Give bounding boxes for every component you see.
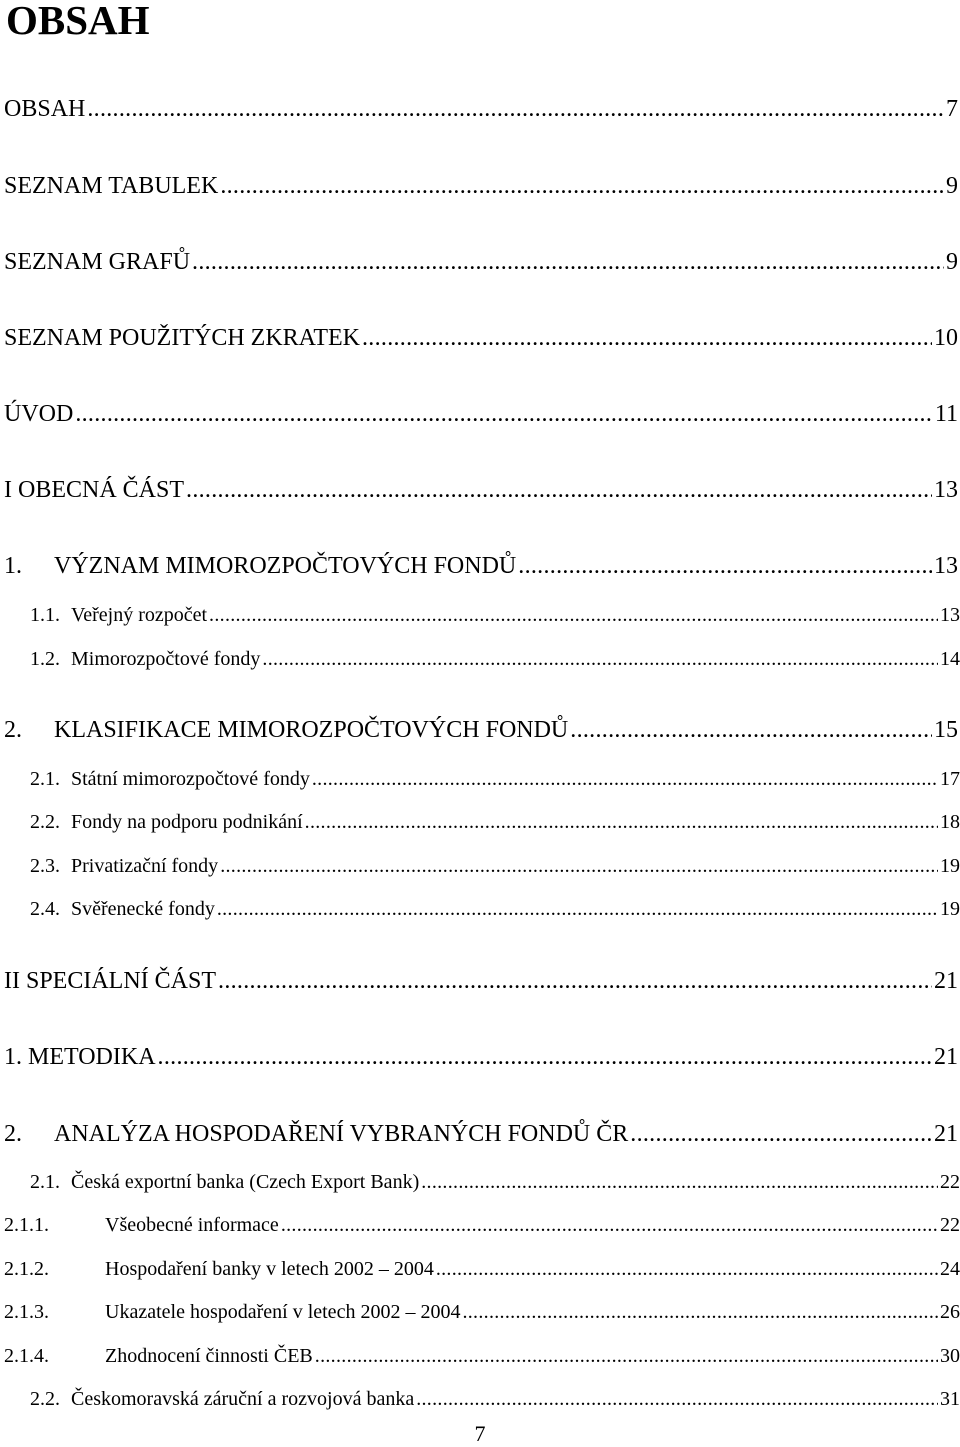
toc-dot-leader [315, 1345, 938, 1368]
toc-entry-title: Zhodnocení činnosti ČEB [105, 1345, 313, 1367]
toc-entry-number: 2. [4, 717, 22, 743]
toc-entry-obecna-cast[interactable] [4, 477, 958, 504]
toc-entry-page: 30 [940, 1345, 960, 1367]
toc-entry-page: 24 [940, 1258, 960, 1280]
toc-entry-section-2-1-ceb[interactable] [30, 1171, 960, 1194]
toc-dot-leader [281, 1214, 938, 1237]
toc-entry-section-1-1[interactable] [30, 604, 960, 627]
toc-entry-title: ÚVOD [4, 401, 74, 427]
toc-entry-title: Svěřenecké fondy [71, 898, 215, 920]
toc-entry-title: Hospodaření banky v letech 2002 – 2004 [105, 1258, 434, 1280]
toc-entry-specialni-cast[interactable] [4, 968, 958, 995]
toc-entry-chapter-2[interactable] [4, 717, 958, 744]
toc-entry-title: KLASIFIKACE MIMOROZPOČTOVÝCH FONDŮ [54, 717, 569, 743]
toc-dot-leader [462, 1301, 938, 1324]
toc-entry-section-2-1-3[interactable] [4, 1301, 960, 1324]
toc-entry-title: I OBECNÁ ČÁST [4, 477, 185, 503]
toc-entry-page: 17 [940, 768, 960, 790]
toc-entry-title: Privatizační fondy [71, 855, 219, 877]
toc-entry-section-2-1-1[interactable] [4, 1214, 960, 1237]
toc-entry-page: 22 [940, 1214, 960, 1236]
toc-entry-title: SEZNAM GRAFŮ [4, 249, 191, 275]
toc-dot-leader [570, 717, 932, 744]
toc-entry-title: II SPECIÁLNÍ ČÁST [4, 968, 217, 994]
toc-dot-leader [362, 325, 932, 352]
toc-entry-page: 21 [934, 1044, 958, 1070]
toc-entry-number: 1.1. [30, 604, 60, 626]
toc-entry-number: 2.3. [30, 855, 60, 877]
toc-dot-leader [209, 604, 938, 627]
toc-dot-leader [220, 855, 938, 878]
toc-entry-section-2-2[interactable] [30, 811, 960, 834]
toc-entry-number: 2.1.3. [4, 1301, 49, 1323]
toc-entry-number: 1.2. [30, 648, 60, 670]
toc-entry-page: 9 [946, 173, 958, 199]
toc-dot-leader [192, 249, 944, 276]
toc-dot-leader [75, 401, 933, 428]
toc-entry-chapter-1[interactable] [4, 553, 958, 580]
toc-dot-leader [262, 648, 938, 671]
toc-dot-leader [312, 768, 938, 791]
toc-dot-leader [436, 1258, 938, 1281]
toc-entry-title: Česká exportní banka (Czech Export Bank) [71, 1171, 420, 1193]
toc-entry-page: 7 [946, 96, 958, 122]
toc-entry-title: SEZNAM POUŽITÝCH ZKRATEK [4, 325, 360, 351]
toc-entry-section-2-3[interactable] [30, 855, 960, 878]
toc-dot-leader [518, 553, 932, 580]
toc-entry-analyza[interactable] [4, 1121, 958, 1148]
toc-entry-title: Mimorozpočtové fondy [71, 648, 261, 670]
toc-entry-page: 26 [940, 1301, 960, 1323]
toc-entry-page: 18 [940, 811, 960, 833]
toc-entry-metodika[interactable] [4, 1044, 958, 1071]
toc-entry-page: 13 [940, 604, 960, 626]
toc-entry-title: Fondy na podporu podnikání [71, 811, 303, 833]
toc-entry-number: 2.1. [30, 768, 60, 790]
toc-entry-obsah[interactable] [4, 96, 958, 123]
toc-entry-page: 31 [940, 1388, 960, 1410]
toc-dot-leader [421, 1171, 938, 1194]
toc-entry-page: 15 [934, 717, 958, 743]
toc-dot-leader [630, 1121, 932, 1148]
toc-entry-page: 19 [940, 898, 960, 920]
toc-dot-leader [305, 811, 938, 834]
toc-entry-title: Českomoravská záruční a rozvojová banka [71, 1388, 415, 1410]
toc-entry-section-2-1[interactable] [30, 768, 960, 791]
toc-entry-seznam-zkratek[interactable] [4, 325, 958, 352]
toc-entry-title: Ukazatele hospodaření v letech 2002 – 2004 [105, 1301, 461, 1323]
toc-entry-uvod[interactable] [4, 401, 958, 428]
toc-entry-title: Státní mimorozpočtové fondy [71, 768, 310, 790]
toc-entry-number: 2.4. [30, 898, 60, 920]
toc-entry-seznam-grafu[interactable] [4, 249, 958, 276]
toc-entry-title: OBSAH [4, 96, 86, 122]
toc-entry-page: 13 [934, 553, 958, 579]
toc-entry-number: 2.1.2. [4, 1258, 49, 1280]
toc-entry-title: Veřejný rozpočet [71, 604, 208, 626]
toc-entry-page: 9 [946, 249, 958, 275]
toc-entry-seznam-tabulek[interactable] [4, 173, 958, 200]
toc-dot-leader [217, 898, 938, 921]
toc-entry-title: VÝZNAM MIMOROZPOČTOVÝCH FONDŮ [54, 553, 517, 579]
toc-dot-leader [186, 477, 932, 504]
toc-entry-title: SEZNAM TABULEK [4, 173, 219, 199]
toc-entry-page: 22 [940, 1171, 960, 1193]
toc-entry-number: 1. [4, 553, 22, 579]
toc-entry-number: 2.2. [30, 1388, 60, 1410]
toc-entry-section-2-4[interactable] [30, 898, 960, 921]
toc-dot-leader [416, 1388, 938, 1411]
toc-dot-leader [87, 96, 944, 123]
toc-entry-number: 2.1.1. [4, 1214, 49, 1236]
toc-entry-section-2-1-2[interactable] [4, 1258, 960, 1281]
toc-entry-title: Všeobecné informace [105, 1214, 279, 1236]
toc-entry-page: 21 [934, 1121, 958, 1147]
toc-dot-leader [220, 173, 944, 200]
toc-entry-page: 21 [934, 968, 958, 994]
toc-entry-title: ANALÝZA HOSPODAŘENÍ VYBRANÝCH FONDŮ ČR [54, 1121, 629, 1147]
toc-entry-number: 2.1. [30, 1171, 60, 1193]
toc-entry-page: 10 [934, 325, 958, 351]
toc-dot-leader [218, 968, 932, 995]
toc-entry-section-2-1-4[interactable] [4, 1345, 960, 1368]
toc-entry-page: 11 [934, 401, 958, 427]
toc-entry-title: 1. METODIKA [4, 1044, 156, 1070]
toc-entry-page: 14 [940, 648, 960, 670]
toc-dot-leader [158, 1044, 932, 1071]
toc-entry-section-2-2-cmzrb[interactable] [30, 1388, 960, 1411]
toc-entry-page: 19 [940, 855, 960, 877]
page-title: OBSAH [6, 0, 150, 43]
toc-entry-number: 2.2. [30, 811, 60, 833]
toc-entry-section-1-2[interactable] [30, 648, 960, 671]
toc-entry-page: 13 [934, 477, 958, 503]
toc-entry-number: 2.1.4. [4, 1345, 49, 1367]
page-number-footer: 7 [474, 1421, 486, 1446]
toc-entry-number: 2. [4, 1121, 22, 1147]
